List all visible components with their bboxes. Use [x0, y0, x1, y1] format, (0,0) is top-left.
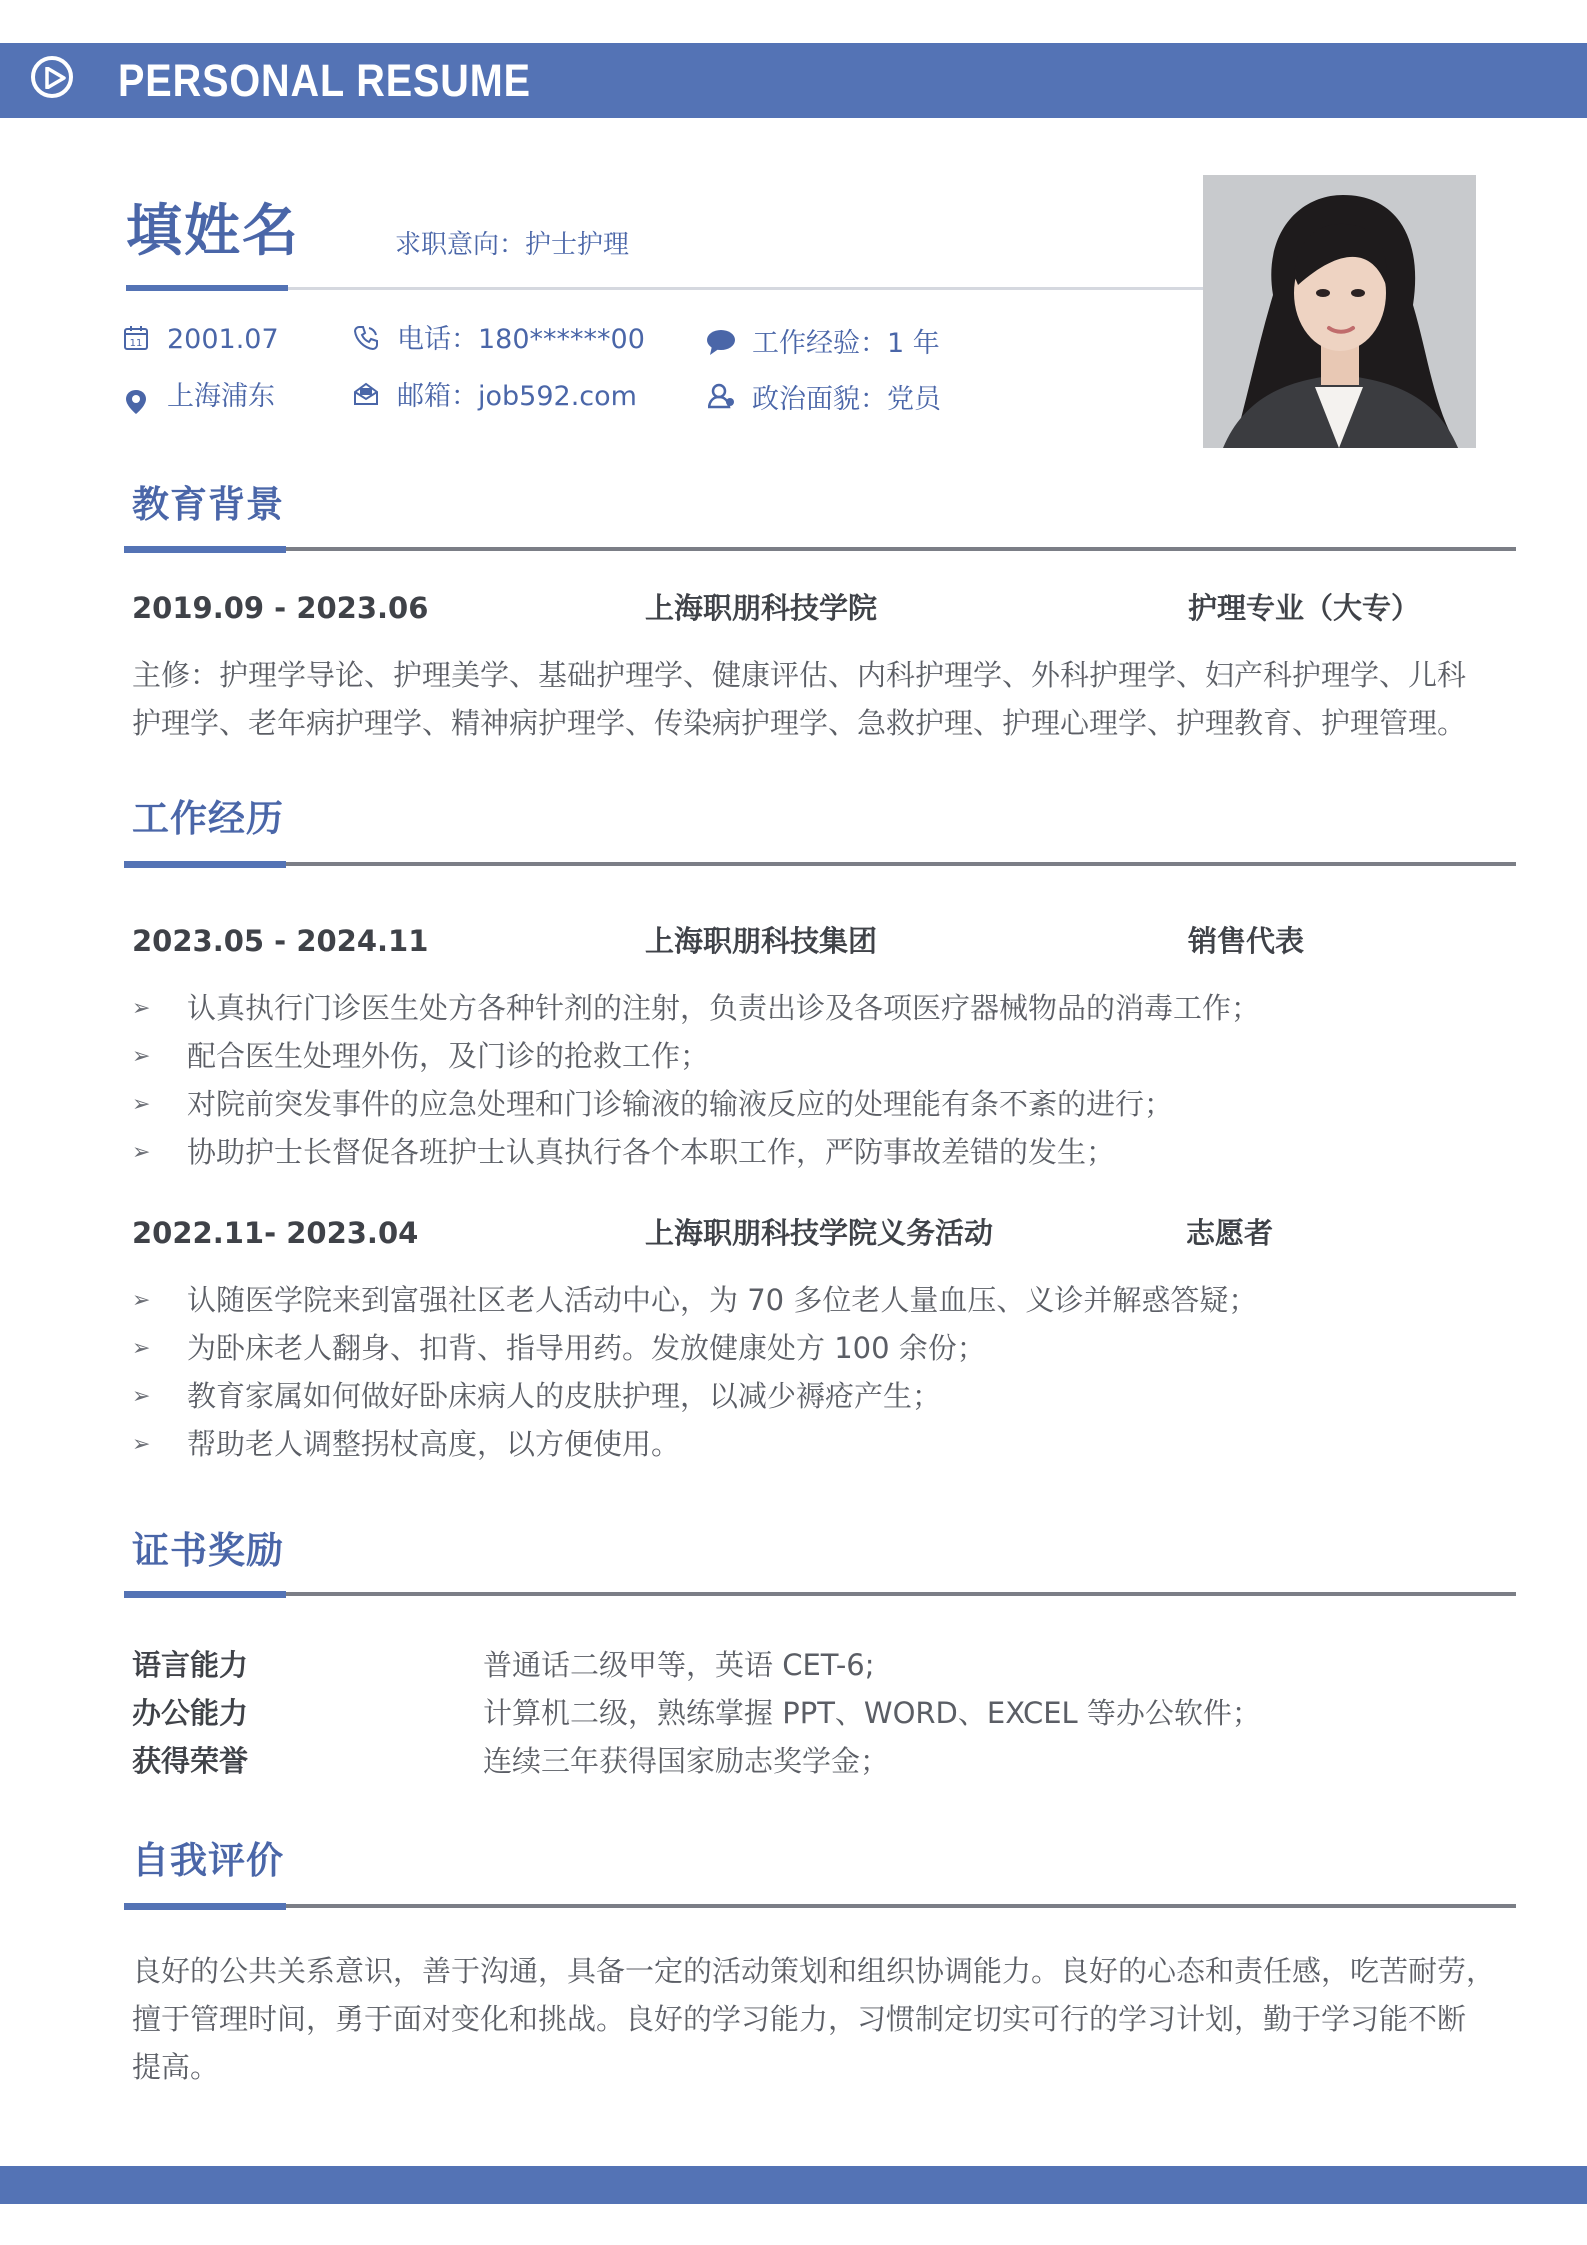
job-2-role: 志愿者: [1186, 1216, 1274, 1250]
arrow-bullet-icon: ➢: [132, 1432, 151, 1457]
cert-value-honors: 连续三年获得国家励志奖学金；: [483, 1744, 890, 1778]
phone: 电话：180******00: [397, 324, 645, 355]
phone-icon: [353, 325, 379, 351]
arrow-bullet-icon: ➢: [132, 1140, 151, 1165]
job-2-bullet: 帮助老人调整拐杖高度，以方便使用。: [187, 1427, 681, 1461]
candidate-name: 填姓名: [126, 199, 300, 264]
education-major: 护理专业（大专）: [1188, 591, 1421, 625]
section-rule-work: [286, 862, 1516, 866]
profile-photo: [1203, 175, 1476, 448]
job-1-bullet: 认真执行门诊医生处方各种针剂的注射，负责出诊及各项医疗器械物品的消毒工作；: [187, 991, 1261, 1025]
name-underline: [126, 285, 288, 291]
arrow-bullet-icon: ➢: [132, 1092, 151, 1117]
job-intention: 求职意向：护士护理: [395, 230, 630, 260]
cert-label-honors: 获得荣誉: [132, 1744, 249, 1778]
political-status: 政治面貌：党员: [752, 384, 941, 415]
job-1-bullet: 配合医生处理外伤，及门诊的抢救工作；: [187, 1039, 710, 1073]
section-title-certificates: 证书奖励: [132, 1529, 284, 1572]
section-title-work: 工作经历: [132, 797, 284, 840]
job-2-bullet: 为卧床老人翻身、扣背、指导用药。发放健康处方 100 余份；: [187, 1331, 986, 1365]
cert-value-office: 计算机二级，熟练掌握 PPT、WORD、EXCEL 等办公软件；: [483, 1696, 1261, 1730]
calendar-icon: [123, 325, 149, 351]
job-1-period: 2023.05 - 2024.11: [132, 924, 429, 958]
mail-icon: [353, 381, 379, 407]
name-divider: [288, 287, 1204, 290]
job-1-bullet: 对院前突发事件的应急处理和门诊输液的输液反应的处理能有条不紊的进行；: [187, 1087, 1174, 1121]
job-1-bullet: 协助护士长督促各班护士认真执行各个本职工作，严防事故差错的发生；: [187, 1135, 1116, 1169]
person-icon: [708, 383, 734, 409]
education-period: 2019.09 - 2023.06: [132, 591, 429, 625]
location-pin-icon: [123, 388, 149, 414]
self-evaluation-line-2: 擅于管理时间，勇于面对变化和挑战。良好的学习能力，习惯制定切实可行的学习计划，勤于学习能不断: [132, 2002, 1467, 2036]
job-2-bullet: 认随医学院来到富强社区老人活动中心，为 70 多位老人量血压、义诊并解惑答疑；: [187, 1283, 1258, 1317]
header-banner: [0, 43, 1587, 118]
education-school: 上海职朋科技学院: [645, 591, 878, 625]
education-courses-line-1: 主修：护理学导论、护理美学、基础护理学、健康评估、内科护理学、外科护理学、妇产科护理学、儿科: [132, 658, 1467, 692]
section-title-education: 教育背景: [132, 483, 284, 526]
location: 上海浦东: [167, 381, 275, 412]
banner-title: PERSONAL RESUME: [118, 55, 531, 106]
self-evaluation-line-3: 提高。: [132, 2050, 220, 2084]
section-accent-education: [124, 546, 286, 553]
play-circle-icon: [31, 56, 73, 98]
speech-bubble-icon: [706, 328, 732, 354]
work-experience: 工作经验：1 年: [752, 328, 940, 359]
arrow-bullet-icon: ➢: [132, 996, 151, 1021]
section-accent-certificates: [124, 1591, 286, 1598]
cert-value-language: 普通话二级甲等，英语 CET-6;: [483, 1648, 875, 1682]
arrow-bullet-icon: ➢: [132, 1044, 151, 1069]
arrow-bullet-icon: ➢: [132, 1384, 151, 1409]
footer-bar: [0, 2166, 1587, 2204]
birth-date: 2001.07: [167, 324, 279, 355]
education-courses-line-2: 护理学、老年病护理学、精神病护理学、传染病护理学、急救护理、护理心理学、护理教育、护理管理。: [132, 706, 1467, 740]
section-accent-work: [124, 861, 286, 868]
job-2-bullet: 教育家属如何做好卧床病人的皮肤护理，以减少褥疮产生；: [187, 1379, 942, 1413]
section-rule-self-evaluation: [286, 1904, 1516, 1908]
job-2-period: 2022.11- 2023.04: [132, 1216, 419, 1250]
job-1-organization: 上海职朋科技集团: [645, 924, 878, 958]
section-title-self-evaluation: 自我评价: [132, 1839, 284, 1882]
section-rule-certificates: [286, 1592, 1516, 1596]
arrow-bullet-icon: ➢: [132, 1336, 151, 1361]
email: 邮箱：job592.com: [397, 381, 637, 412]
svg-text:11: 11: [129, 338, 143, 349]
cert-label-office: 办公能力: [132, 1696, 249, 1730]
job-1-role: 销售代表: [1188, 924, 1305, 958]
cert-label-language: 语言能力: [132, 1648, 249, 1682]
self-evaluation-line-1: 良好的公共关系意识，善于沟通，具备一定的活动策划和组织协调能力。良好的心态和责任感，吃苦耐劳，: [132, 1954, 1496, 1988]
section-rule-education: [286, 547, 1516, 551]
section-accent-self-evaluation: [124, 1903, 286, 1910]
job-2-organization: 上海职朋科技学院义务活动: [645, 1216, 994, 1250]
arrow-bullet-icon: ➢: [132, 1288, 151, 1313]
